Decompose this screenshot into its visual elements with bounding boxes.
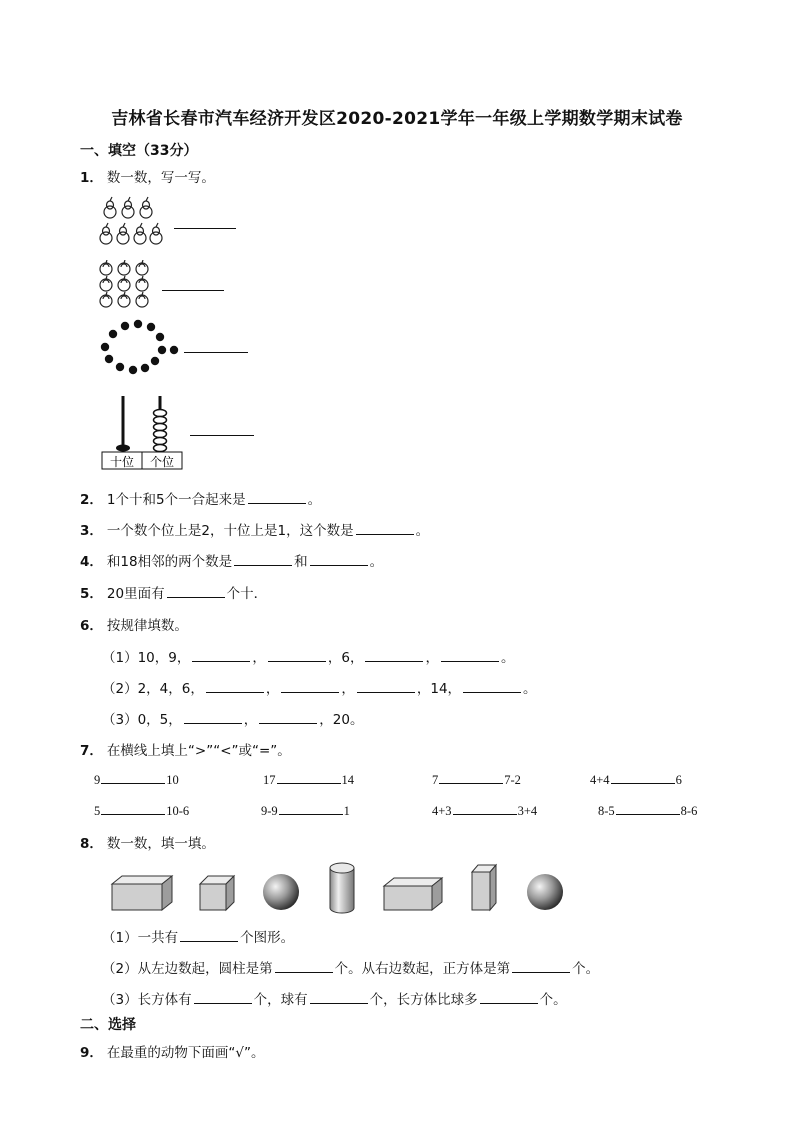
answer-blank[interactable] (281, 679, 339, 693)
compare-item: 5 10-6 (94, 804, 190, 818)
compare-blank[interactable] (616, 802, 680, 815)
answer-line-beads[interactable] (184, 352, 248, 353)
compare-item: 8-5 8-6 (598, 804, 698, 818)
compare-item: 4+4 6 (590, 773, 682, 787)
answer-blank[interactable] (365, 648, 423, 662)
answer-blank[interactable] (184, 710, 242, 724)
question-2: 2． 1个十和5个一合起来是 。 (80, 492, 322, 508)
compare-blank[interactable] (439, 771, 503, 784)
question-5: 5． 20里面有 个十． (80, 586, 268, 602)
answer-blank[interactable] (275, 959, 333, 973)
answer-blank[interactable] (194, 990, 252, 1004)
compare-blank[interactable] (101, 771, 165, 784)
question-9: 9． 在最重的动物下面画“√”。 (80, 1045, 265, 1061)
question-1: 1． 数一数，写一写。 (80, 170, 215, 186)
answer-blank[interactable] (357, 679, 415, 693)
cylinder-shape (330, 863, 354, 913)
answer-blank[interactable] (180, 928, 238, 942)
answer-blank[interactable] (234, 552, 292, 566)
abacus-tens-label: 十位 (109, 455, 135, 469)
question-8-part-3: （3）长方体有 个，球有 个，长方体比球多 个。 (102, 992, 567, 1008)
abacus-ones-label: 个位 (149, 455, 175, 469)
question-6: 6． 按规律填数。 (80, 618, 188, 634)
answer-blank[interactable] (310, 990, 368, 1004)
apples-picture (96, 260, 158, 310)
answer-blank[interactable] (512, 959, 570, 973)
abacus-picture (96, 392, 192, 472)
answer-blank[interactable] (192, 648, 250, 662)
answer-blank[interactable] (480, 990, 538, 1004)
sphere-shape (263, 874, 299, 910)
compare-blank[interactable] (279, 802, 343, 815)
question-6-part-3: （3）0，5， ， ，20。 (102, 712, 364, 728)
compare-item: 17 14 (263, 773, 354, 787)
answer-blank[interactable] (310, 552, 368, 566)
compare-item: 9-9 1 (261, 804, 350, 818)
page-title: 吉林省长春市汽车经济开发区2020-2021学年一年级上学期数学期末试卷 (111, 109, 683, 129)
tall-cuboid-shape (472, 865, 496, 910)
solid-shapes-picture (100, 856, 572, 918)
compare-blank[interactable] (277, 771, 341, 784)
question-4: 4． 和18相邻的两个数是 和 。 (80, 554, 384, 570)
question-6-part-2: （2）2，4，6， ， ， ，14， 。 (102, 681, 537, 697)
answer-blank[interactable] (167, 584, 225, 598)
question-7: 7． 在横线上填上“>”“<”或“=”。 (80, 743, 291, 759)
answer-blank[interactable] (441, 648, 499, 662)
compare-blank[interactable] (101, 802, 165, 815)
pears-picture (96, 195, 166, 249)
answer-blank[interactable] (248, 490, 306, 504)
section-fill-blank-heading: 一、填空（33分） (80, 143, 198, 159)
section-choice-heading: 二、选择 (80, 1017, 136, 1033)
cuboid-shape (384, 878, 442, 910)
answer-blank[interactable] (268, 648, 326, 662)
compare-blank[interactable] (453, 802, 517, 815)
question-6-part-1: （1）10，9， ， ，6， ， 。 (102, 650, 515, 666)
answer-blank[interactable] (206, 679, 264, 693)
question-8-part-1: （1）一共有 个图形。 (102, 930, 295, 946)
answer-blank[interactable] (463, 679, 521, 693)
answer-line-apples[interactable] (162, 290, 224, 291)
question-3: 3． 一个数个位上是2，十位上是1，这个数是 。 (80, 523, 430, 539)
cuboid-shape (112, 876, 172, 910)
answer-blank[interactable] (259, 710, 317, 724)
bead-ring-picture (96, 318, 182, 376)
compare-item: 4+3 3+4 (432, 804, 538, 818)
cube-shape (200, 876, 234, 910)
sphere-shape (527, 874, 563, 910)
answer-line-pears[interactable] (174, 228, 236, 229)
answer-blank[interactable] (356, 521, 414, 535)
question-8: 8． 数一数，填一填。 (80, 836, 215, 852)
question-8-part-2: （2）从左边数起，圆柱是第 个。从右边数起，正方体是第 个。 (102, 961, 600, 977)
compare-item: 7 7-2 (432, 773, 521, 787)
compare-blank[interactable] (611, 771, 675, 784)
compare-item: 9 10 (94, 773, 179, 787)
answer-line-abacus[interactable] (190, 435, 254, 436)
